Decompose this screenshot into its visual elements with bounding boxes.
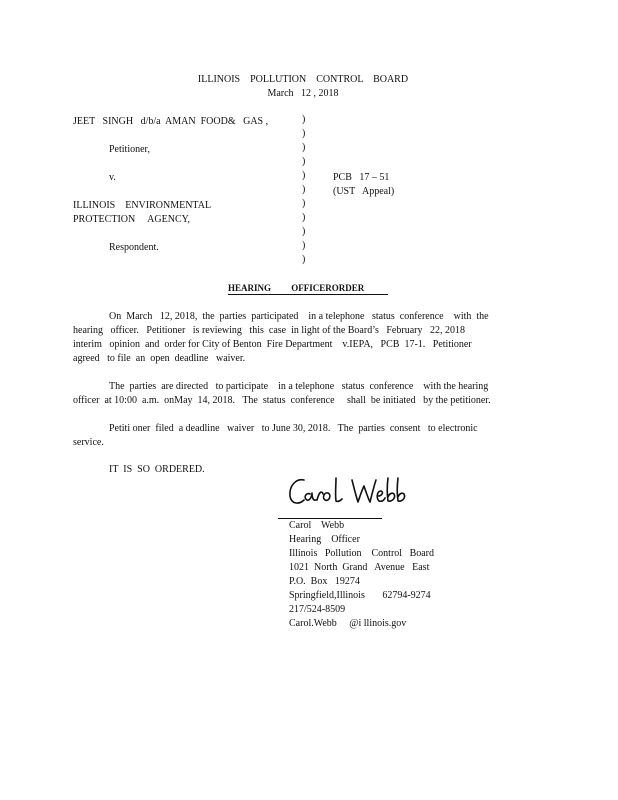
caption-parentheses	[302, 113, 310, 267]
paren: )	[302, 184, 306, 195]
paragraph-1-line-4: agreed to file an open deadline waiver.	[73, 353, 246, 364]
paren: )	[302, 156, 306, 167]
paragraph-1-line-3: interim opinion and order for City of Benton Fire Department v.IEPA, PCB 17-1. Petitioner	[73, 339, 472, 350]
order-title: HEARING OFFICERORDER	[228, 282, 388, 295]
paren: )	[302, 254, 306, 265]
case-number: PCB 17 – 51	[333, 172, 390, 183]
paren: )	[302, 170, 306, 181]
respondent-name-line1: ILLINOIS ENVIRONMENTAL	[73, 200, 212, 211]
paragraph-2-line-1: The parties are directed to participate in a telephone status conference with the hearing	[109, 381, 489, 392]
paren: )	[302, 142, 306, 153]
petitioner-name: JEET SINGH d/b/a AMAN FOOD& GAS ,	[73, 116, 269, 127]
signer-title: Hearing Officer	[289, 534, 360, 545]
paren: )	[302, 128, 306, 139]
paragraph-1-line-1: On March 12, 2018, the parties participated in a telephone status conference with the	[109, 311, 489, 322]
signer-name: Carol Webb	[289, 520, 345, 531]
closing-statement: IT IS SO ORDERED.	[109, 464, 205, 475]
paragraph-3-line-1: Petiti oner filed a deadline waiver to June 30, 2018. The parties consent to electronic	[109, 423, 478, 434]
board-name: ILLINOIS POLLUTION CONTROL BOARD	[197, 74, 409, 85]
case-type: (UST Appeal)	[333, 186, 395, 197]
handwritten-signature	[286, 474, 416, 512]
paragraph-2-line-2: officer at 10:00 a.m. onMay 14, 2018. The status conference shall be initiated by the petitioner.	[73, 395, 491, 406]
paren: )	[302, 198, 306, 209]
signer-organization: Illinois Pollution Control Board	[289, 548, 435, 559]
paragraph-3-line-2: service.	[73, 437, 104, 448]
versus-label: v.	[109, 172, 116, 183]
respondent-name-line2: PROTECTION AGENCY,	[73, 214, 191, 225]
paren: )	[302, 226, 306, 237]
paragraph-1-line-2: hearing officer. Petitioner is reviewing this case in light of the Board’s February 22, 2018	[73, 325, 465, 336]
email-address: Carol.Webb @i llinois.gov	[289, 618, 407, 629]
order-date: March 12 , 2018	[267, 88, 339, 99]
petitioner-role: Petitioner,	[109, 144, 150, 155]
address-city: Springfield,Illinois 62794-9274	[289, 590, 431, 601]
address-line-2: P.O. Box 19274	[289, 576, 360, 587]
paren: )	[302, 240, 306, 251]
paren: )	[302, 212, 306, 223]
paren: )	[302, 114, 306, 125]
phone-number: 217/524-8509	[289, 604, 346, 615]
respondent-role: Respondent.	[109, 242, 159, 253]
address-line-1: 1021 North Grand Avenue East	[289, 562, 430, 573]
